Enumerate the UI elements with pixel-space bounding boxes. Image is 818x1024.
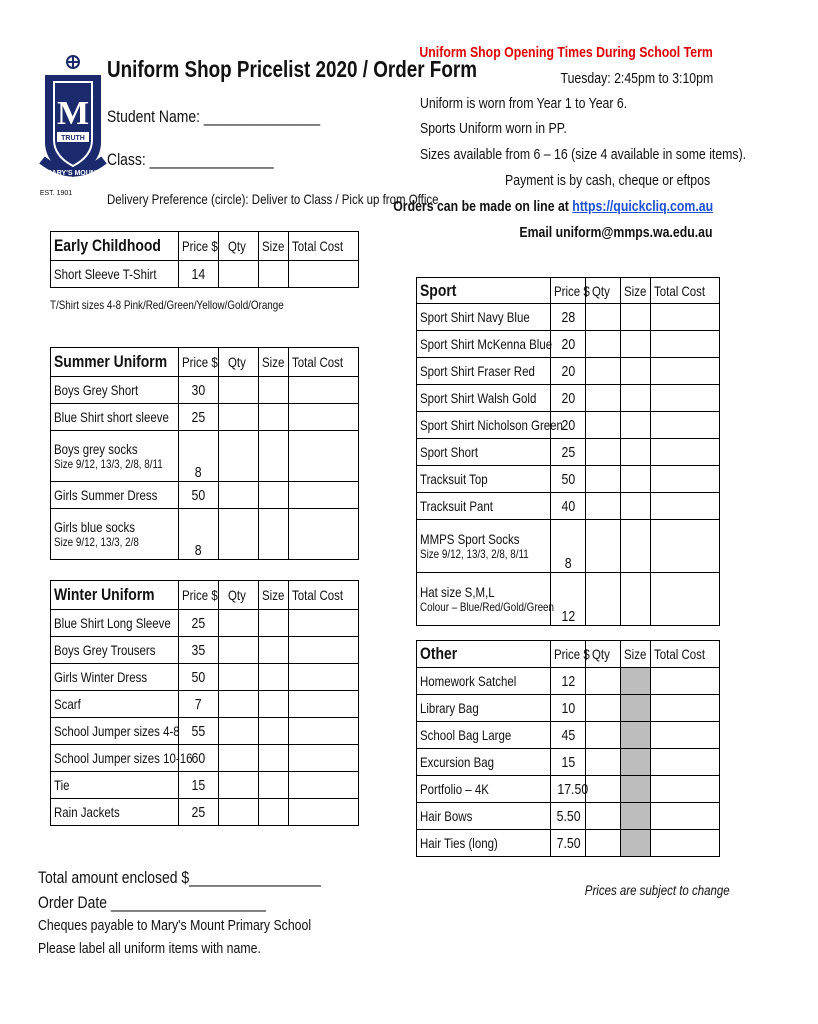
item-label: MMPS Sport Socks Size 9/12, 13/3, 2/8, 8/11 (417, 520, 551, 573)
item-price: 28 (551, 304, 586, 331)
size-input[interactable] (259, 610, 289, 637)
item-price: 15 (179, 772, 219, 799)
qty-input[interactable] (586, 466, 621, 493)
item-label: Girls Winter Dress (51, 664, 179, 691)
table-row (51, 610, 359, 637)
size-header: Size (259, 348, 289, 377)
table-row (417, 358, 720, 385)
item-label: Tracksuit Top (417, 466, 551, 493)
table-row (417, 722, 720, 749)
size-input[interactable] (259, 637, 289, 664)
size-input[interactable] (259, 431, 289, 482)
item-label: Hat size S,M,L Colour – Blue/Red/Gold/Green (417, 573, 551, 626)
item-label: Homework Satchel (417, 668, 551, 695)
total-cost-input[interactable] (651, 466, 720, 493)
size-header: Size (259, 581, 289, 610)
price-header: Price $ (551, 278, 586, 304)
early-childhood-table (50, 231, 359, 288)
header-row (51, 348, 359, 377)
table-row (417, 412, 720, 439)
table-row (51, 799, 359, 826)
total-cost-input[interactable] (289, 482, 359, 509)
item-price: 20 (551, 385, 586, 412)
size-input[interactable] (621, 776, 651, 803)
size-input[interactable] (259, 664, 289, 691)
size-input[interactable] (259, 718, 289, 745)
price-header: Price $ (551, 641, 586, 668)
other-table (416, 640, 720, 857)
total-cost-input[interactable] (651, 412, 720, 439)
qty-input[interactable] (586, 776, 621, 803)
qty-input[interactable] (586, 385, 621, 412)
qty-input[interactable] (219, 745, 259, 772)
item-label: School Jumper sizes 10-16 (51, 745, 179, 772)
total-cost-input[interactable] (289, 691, 359, 718)
item-label: Hair Bows (417, 803, 551, 830)
item-price: 7 (179, 691, 219, 718)
item-price: 15 (551, 749, 586, 776)
table-row (417, 573, 720, 626)
table-row (51, 377, 359, 404)
total-cost-input[interactable] (289, 404, 359, 431)
table-row (51, 718, 359, 745)
qty-input[interactable] (586, 331, 621, 358)
class-field[interactable]: Class: ________________ (107, 150, 274, 169)
qty-header: Qty (219, 348, 259, 377)
qty-input[interactable] (219, 509, 259, 560)
item-label: Boys Grey Short (51, 377, 179, 404)
qty-input[interactable] (586, 439, 621, 466)
total-cost-input[interactable] (289, 261, 359, 288)
qty-input[interactable] (586, 803, 621, 830)
item-label: Blue Shirt short sleeve (51, 404, 179, 431)
svg-text:TRUTH: TRUTH (61, 135, 85, 142)
size-input[interactable] (621, 331, 651, 358)
qty-input[interactable] (586, 722, 621, 749)
total-cost-input[interactable] (651, 331, 720, 358)
qty-input[interactable] (586, 573, 621, 626)
total-header: Total Cost (289, 348, 359, 377)
table-row (417, 520, 720, 573)
total-cost-input[interactable] (651, 385, 720, 412)
size-input[interactable] (621, 830, 651, 857)
size-input[interactable] (621, 668, 651, 695)
table-row (417, 493, 720, 520)
info-line-2: Sports Uniform worn in PP. (420, 120, 567, 137)
item-price: 25 (179, 610, 219, 637)
item-label: Blue Shirt Long Sleeve (51, 610, 179, 637)
quickcliq-link[interactable]: https://quickcliq.com.au (572, 198, 713, 215)
svg-text:MARY'S MOUNT: MARY'S MOUNT (45, 170, 101, 177)
size-input[interactable] (621, 722, 651, 749)
total-header: Total Cost (651, 641, 720, 668)
item-label: Girls Summer Dress (51, 482, 179, 509)
item-label: Tracksuit Pant (417, 493, 551, 520)
item-price: 50 (179, 482, 219, 509)
qty-input[interactable] (219, 261, 259, 288)
size-input[interactable] (259, 509, 289, 560)
size-input[interactable] (621, 358, 651, 385)
info-line-1: Uniform is worn from Year 1 to Year 6. (420, 95, 628, 112)
info-line-3: Sizes available from 6 – 16 (size 4 available in some items). (420, 146, 747, 163)
size-input[interactable] (621, 439, 651, 466)
total-cost-input[interactable] (289, 637, 359, 664)
item-price: 35 (179, 637, 219, 664)
section-name: Sport (417, 278, 551, 304)
table-row (417, 466, 720, 493)
total-amount-field[interactable]: Total amount enclosed $_________________ (38, 868, 321, 887)
qty-input[interactable] (219, 799, 259, 826)
tshirt-sizes-note: T/Shirt sizes 4-8 Pink/Red/Green/Yellow/Gold/Orange (50, 298, 284, 312)
qty-input[interactable] (586, 749, 621, 776)
table-row (51, 482, 359, 509)
size-input[interactable] (621, 304, 651, 331)
section-name: Early Childhood (51, 232, 179, 261)
size-header: Size (259, 232, 289, 261)
price-header: Price $ (179, 581, 219, 610)
size-input[interactable] (621, 749, 651, 776)
email-info: Email uniform@mmps.wa.edu.au (519, 224, 713, 241)
student-name-field[interactable]: Student Name: _______________ (107, 107, 321, 126)
total-cost-input[interactable] (651, 304, 720, 331)
price-header: Price $ (179, 348, 219, 377)
item-label: Rain Jackets (51, 799, 179, 826)
total-cost-input[interactable] (289, 431, 359, 482)
item-price: 25 (179, 404, 219, 431)
table-row (51, 772, 359, 799)
order-date-field[interactable]: Order Date ____________________ (38, 893, 266, 912)
item-price: 5.50 (551, 803, 586, 830)
price-header: Price $ (179, 232, 219, 261)
total-cost-input[interactable] (651, 573, 720, 626)
size-input[interactable] (621, 695, 651, 722)
qty-input[interactable] (219, 664, 259, 691)
item-price: 8 (551, 520, 586, 573)
item-price: 30 (179, 377, 219, 404)
size-header: Size (621, 641, 651, 668)
item-price: 10 (551, 695, 586, 722)
item-label: Sport Shirt McKenna Blue (417, 331, 551, 358)
size-input[interactable] (621, 803, 651, 830)
size-input[interactable] (259, 691, 289, 718)
table-row (51, 637, 359, 664)
size-input[interactable] (259, 261, 289, 288)
item-price: 45 (551, 722, 586, 749)
item-label: Sport Shirt Walsh Gold (417, 385, 551, 412)
item-label: Library Bag (417, 695, 551, 722)
table-row (417, 668, 720, 695)
item-price: 50 (179, 664, 219, 691)
header-row (417, 641, 720, 668)
size-input[interactable] (621, 573, 651, 626)
item-label: Portfolio – 4K (417, 776, 551, 803)
item-price: 17.50 (551, 776, 586, 803)
label-note: Please label all uniform items with name. (38, 940, 261, 957)
qty-input[interactable] (219, 637, 259, 664)
item-price: 40 (551, 493, 586, 520)
opening-times: Tuesday: 2:45pm to 3:10pm (560, 70, 713, 87)
qty-header: Qty (219, 232, 259, 261)
table-row (417, 439, 720, 466)
sport-table (416, 277, 720, 626)
qty-input[interactable] (586, 412, 621, 439)
item-label: Scarf (51, 691, 179, 718)
qty-input[interactable] (219, 431, 259, 482)
item-label: School Bag Large (417, 722, 551, 749)
total-cost-input[interactable] (651, 493, 720, 520)
qty-input[interactable] (219, 482, 259, 509)
total-cost-input[interactable] (289, 718, 359, 745)
size-header: Size (621, 278, 651, 304)
total-cost-input[interactable] (651, 830, 720, 857)
prices-note: Prices are subject to change (585, 882, 730, 898)
total-cost-input[interactable] (289, 799, 359, 826)
qty-input[interactable] (586, 668, 621, 695)
total-cost-input[interactable] (289, 772, 359, 799)
table-row (417, 331, 720, 358)
item-price: 25 (551, 439, 586, 466)
qty-header: Qty (586, 641, 621, 668)
table-row (51, 664, 359, 691)
total-cost-input[interactable] (651, 695, 720, 722)
table-row (51, 745, 359, 772)
total-cost-input[interactable] (289, 377, 359, 404)
total-header: Total Cost (289, 581, 359, 610)
opening-times-title: Uniform Shop Opening Times During School Term (419, 44, 713, 61)
online-orders: Orders can be made on line at https://quickcliq.com.au (393, 198, 713, 215)
qty-header: Qty (219, 581, 259, 610)
item-label: Sport Short (417, 439, 551, 466)
size-input[interactable] (621, 493, 651, 520)
total-cost-input[interactable] (651, 776, 720, 803)
item-price: 7.50 (551, 830, 586, 857)
item-price: 12 (551, 573, 586, 626)
size-input[interactable] (621, 412, 651, 439)
item-label: School Jumper sizes 4-8 (51, 718, 179, 745)
size-input[interactable] (621, 385, 651, 412)
item-price: 20 (551, 331, 586, 358)
table-row (417, 304, 720, 331)
table-row (417, 749, 720, 776)
qty-input[interactable] (586, 695, 621, 722)
item-price: 20 (551, 358, 586, 385)
qty-input[interactable] (586, 830, 621, 857)
total-cost-input[interactable] (651, 803, 720, 830)
total-cost-input[interactable] (289, 610, 359, 637)
qty-input[interactable] (219, 404, 259, 431)
table-row (417, 695, 720, 722)
item-label: Sport Shirt Nicholson Green (417, 412, 551, 439)
item-price: 8 (179, 431, 219, 482)
total-header: Total Cost (651, 278, 720, 304)
summer-uniform-table (50, 347, 359, 560)
item-label: Tie (51, 772, 179, 799)
item-price: 50 (551, 466, 586, 493)
table-row (51, 509, 359, 560)
total-header: Total Cost (289, 232, 359, 261)
qty-input[interactable] (586, 358, 621, 385)
size-input[interactable] (259, 745, 289, 772)
cheques-note: Cheques payable to Mary's Mount Primary School (38, 917, 312, 934)
size-input[interactable] (259, 404, 289, 431)
item-price: 55 (179, 718, 219, 745)
item-label: Sport Shirt Fraser Red (417, 358, 551, 385)
qty-input[interactable] (586, 304, 621, 331)
qty-input[interactable] (219, 610, 259, 637)
table-row (51, 261, 359, 288)
size-input[interactable] (259, 799, 289, 826)
header-row (51, 581, 359, 610)
payment-info: Payment is by cash, cheque or eftpos (504, 172, 710, 189)
section-name: Winter Uniform (51, 581, 179, 610)
item-price: 60 (179, 745, 219, 772)
size-input[interactable] (621, 520, 651, 573)
table-row (417, 776, 720, 803)
size-input[interactable] (259, 482, 289, 509)
table-row (51, 691, 359, 718)
qty-input[interactable] (219, 718, 259, 745)
item-label: Short Sleeve T-Shirt (51, 261, 179, 288)
item-label: Hair Ties (long) (417, 830, 551, 857)
size-input[interactable] (621, 466, 651, 493)
size-input[interactable] (259, 377, 289, 404)
table-row (51, 404, 359, 431)
qty-header: Qty (586, 278, 621, 304)
svg-text:M: M (56, 95, 90, 132)
total-cost-input[interactable] (651, 722, 720, 749)
table-row (51, 431, 359, 482)
qty-input[interactable] (219, 377, 259, 404)
qty-input[interactable] (586, 493, 621, 520)
table-row (417, 830, 720, 857)
item-label: Girls blue socks Size 9/12, 13/3, 2/8 (51, 509, 179, 560)
page-title: Uniform Shop Pricelist 2020 / Order Form (107, 56, 477, 82)
item-price: 14 (179, 261, 219, 288)
total-cost-input[interactable] (289, 664, 359, 691)
item-label: Boys grey socks Size 9/12, 13/3, 2/8, 8/11 (51, 431, 179, 482)
table-row (417, 803, 720, 830)
total-cost-input[interactable] (651, 668, 720, 695)
svg-text:EST. 1901: EST. 1901 (39, 190, 73, 197)
total-cost-input[interactable] (289, 509, 359, 560)
qty-input[interactable] (219, 772, 259, 799)
header-row (417, 278, 720, 304)
delivery-preference[interactable]: Delivery Preference (circle): Deliver to Class / Pick up from Office (107, 191, 439, 207)
winter-uniform-table (50, 580, 359, 826)
total-cost-input[interactable] (651, 749, 720, 776)
total-cost-input[interactable] (651, 520, 720, 573)
section-name: Summer Uniform (51, 348, 179, 377)
header-row (51, 232, 359, 261)
table-row (417, 385, 720, 412)
item-price: 8 (179, 509, 219, 560)
item-label: Excursion Bag (417, 749, 551, 776)
qty-input[interactable] (586, 520, 621, 573)
item-price: 12 (551, 668, 586, 695)
item-price: 20 (551, 412, 586, 439)
size-input[interactable] (259, 772, 289, 799)
total-cost-input[interactable] (289, 745, 359, 772)
qty-input[interactable] (219, 691, 259, 718)
item-label: Sport Shirt Navy Blue (417, 304, 551, 331)
item-price: 25 (179, 799, 219, 826)
item-label: Boys Grey Trousers (51, 637, 179, 664)
section-name: Other (417, 641, 551, 668)
school-crest-icon (40, 52, 106, 198)
total-cost-input[interactable] (651, 439, 720, 466)
total-cost-input[interactable] (651, 358, 720, 385)
